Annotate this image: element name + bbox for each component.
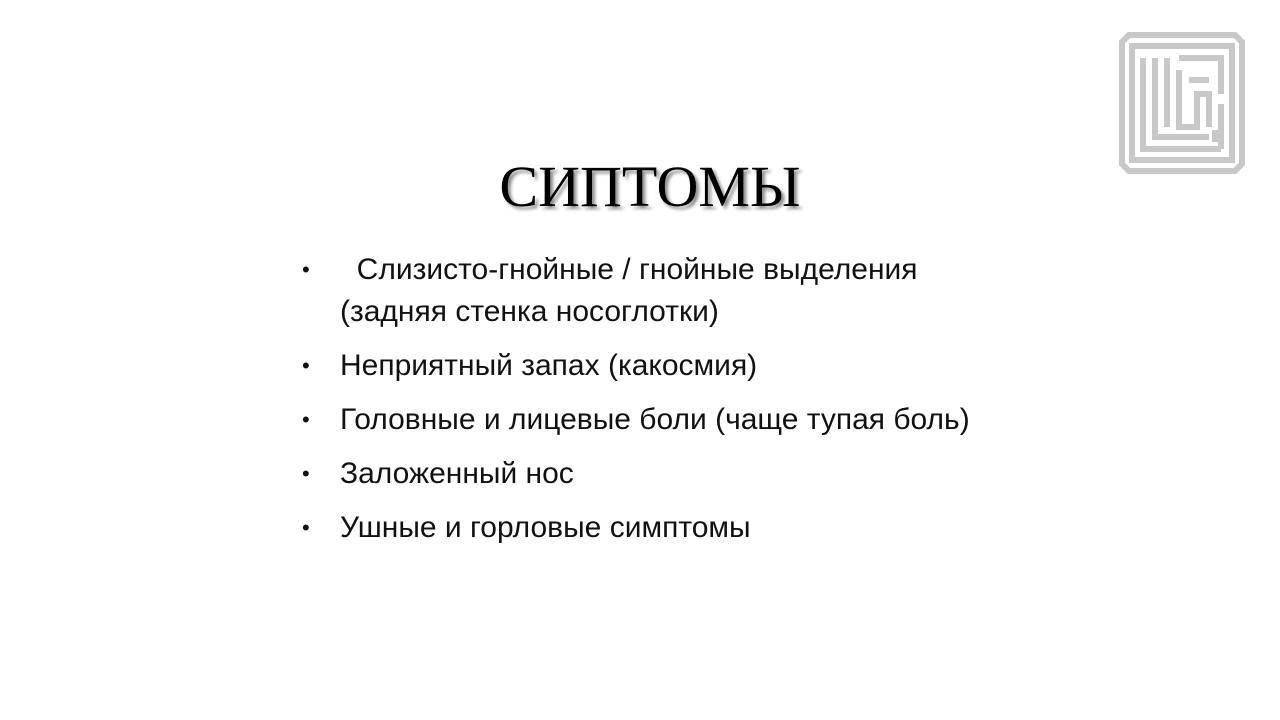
slide-title: СИПТОМЫ — [499, 154, 801, 219]
bullet-icon: • — [302, 353, 310, 378]
bullet-icon: • — [302, 515, 310, 540]
list-item — [300, 453, 1080, 495]
list-item — [300, 345, 1080, 387]
list-item — [300, 399, 1080, 441]
symptom-list — [300, 249, 1080, 561]
bullet-icon: • — [302, 461, 310, 486]
list-item — [300, 249, 1080, 333]
list-item-text: Неприятный запах (какосмия) — [340, 349, 758, 382]
list-item-text: Головные и лицевые боли (чаще тупая боль) — [340, 403, 970, 436]
list-item-text: Заложенный нос — [340, 457, 574, 490]
bullet-icon: • — [302, 407, 310, 432]
bullet-icon: • — [302, 257, 310, 282]
list-item-text: Ушные и горловые симптомы — [340, 511, 751, 544]
list-item-text: Слизисто-гнойные / гнойные выделения (задняя стенка носоглотки) — [340, 253, 918, 328]
list-item — [300, 507, 1080, 549]
